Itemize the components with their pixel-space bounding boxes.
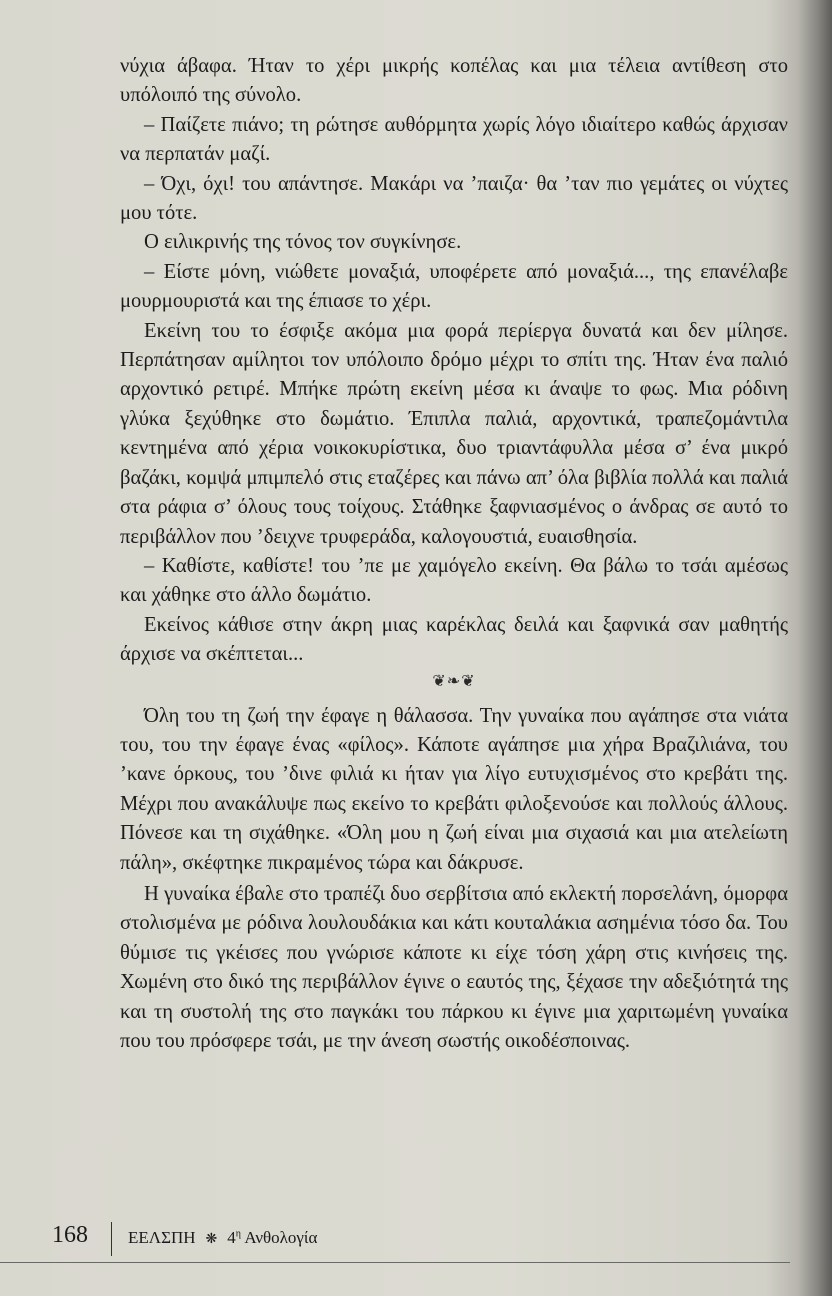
publisher-name: ΕΕΛΣΠΗ <box>128 1228 196 1247</box>
page-number: 168 <box>52 1222 88 1248</box>
paragraph: Εκείνη του το έσφιξε ακόμα μια φορά περίεργα δυνατά και δεν μίλησε. Περπάτησαν αμίλητοι τον υπόλοιπο δρόμο μέχρι το σπίτι της. Ήταν ένα παλιό αρχοντικό ρετιρέ. Μπήκε πρώτη εκείνη μέσα κι άναψε το φως. Μια ρόδινη γλύκα ξεχύθηκε στο δωμάτιο. Έπιπλα παλιά, αρχοντικά, τραπεζομάντιλα κεντημένα από χέρια νοικοκυρίστικα, δυο τριαντάφυλλα μέσα σ’ ένα μικρό βαζάκι, κομψά μπιμπελό στις εταζέρες και πάνω απ’ όλα βιβλία πολλά και παλιά στα ράφια σ’ όλους τους τοίχους. Στάθηκε ξαφνιασμένος ο άνδρας σε αυτό το περιβάλλον που ’δειχνε τρυφεράδα, καλογουστιά, ευαισθησία. <box>120 319 788 548</box>
paragraph: νύχια άβαφα. Ήταν το χέρι μικρής κοπέλας και μια τέλεια αντίθεση στο υπόλοιπό της σύνολο. <box>120 55 788 107</box>
paragraph: Όλη του τη ζωή την έφαγε η θάλασσα. Την γυναίκα που αγάπησε στα νιάτα του, του την έφαγε ένας «φίλος». Κάποτε αγάπησε μια χήρα Βραζιλιάνα, του ’κανε όρκους, του ’δινε φιλιά κι ήταν για λίγο ευτυχισμένος στο κρεβάτι της. Μέχρι που ανακάλυψε πως εκείνο το κρεβάτι φιλοξενούσε και πολλούς άλλους. Πόνεσε και τη σιχάθηκε. «Όλη μου η ζωή είναι μια σιχασιά και μια ατελείωτη πάλη», σκέφτηκε πικραμένος τώρα και δάκρυσε. <box>120 704 788 874</box>
body-text <box>120 52 788 1056</box>
edition-number: 4 <box>227 1228 236 1247</box>
paragraph: – Είστε μόνη, νιώθετε μοναξιά, υποφέρετε από μοναξιά..., της επανέλαβε μουρμουριστά και της έπιασε το χέρι. <box>120 260 788 313</box>
paragraph: – Παίζετε πιάνο; τη ρώτησε αυθόρμητα χωρίς λόγο ιδιαίτερο καθώς άρχισαν να περπατάν μαζί. <box>120 113 788 166</box>
footer-divider <box>111 1222 112 1256</box>
binding-shadow <box>798 0 832 1296</box>
page-bottom-rule <box>0 1262 790 1263</box>
section-break-ornament: ❦❧❦ <box>432 672 476 690</box>
paragraph: Ο ειλικρινής της τόνος τον συγκίνησε. <box>144 231 462 254</box>
anthology-label: Ανθολογία <box>244 1228 318 1247</box>
paragraph: – Όχι, όχι! του απάντησε. Μακάρι να ’παιζα· θα ’ταν πιο γεμάτες οι νύχτες μου τότε. <box>120 172 788 225</box>
paragraph: Η γυναίκα έβαλε στο τραπέζι δυο σερβίτσια από εκλεκτή πορσελάνη, όμορφα στολισμένα με ρόδινα λουλουδάκια και κάτι κουταλάκια ασημένια τόσο δα. Του θύμισε τις γκέισες που γνώρισε κάποτε κι είχε τόση χάρη στις κινήσεις της. Χωμένη στο δικό της περιβάλλον έγινε ο εαυτός της, ξέχασε την αδεξιότητά της και τη συστολή της στο παγκάκι του πάρκου κι έγινε μια χαριτωμένη γυναίκα που του πρόσφερε τσάι, με την άνεση σωστής οικοδέσποινας. <box>120 882 788 1052</box>
edition-ordinal: η <box>235 1228 242 1240</box>
paragraph: – Καθίστε, καθίστε! του ’πε με χαμόγελο εκείνη. Θα βάλω το τσάι αμέσως και χάθηκε στο άλλο δωμάτιο. <box>120 554 788 607</box>
paragraph: Εκείνος κάθισε στην άκρη μιας καρέκλας δειλά και ξαφνικά σαν μαθητής άρχισε να σκέπτεται... <box>120 613 788 666</box>
asterism-icon: ❋ <box>205 1232 218 1247</box>
running-footer <box>128 1228 317 1248</box>
